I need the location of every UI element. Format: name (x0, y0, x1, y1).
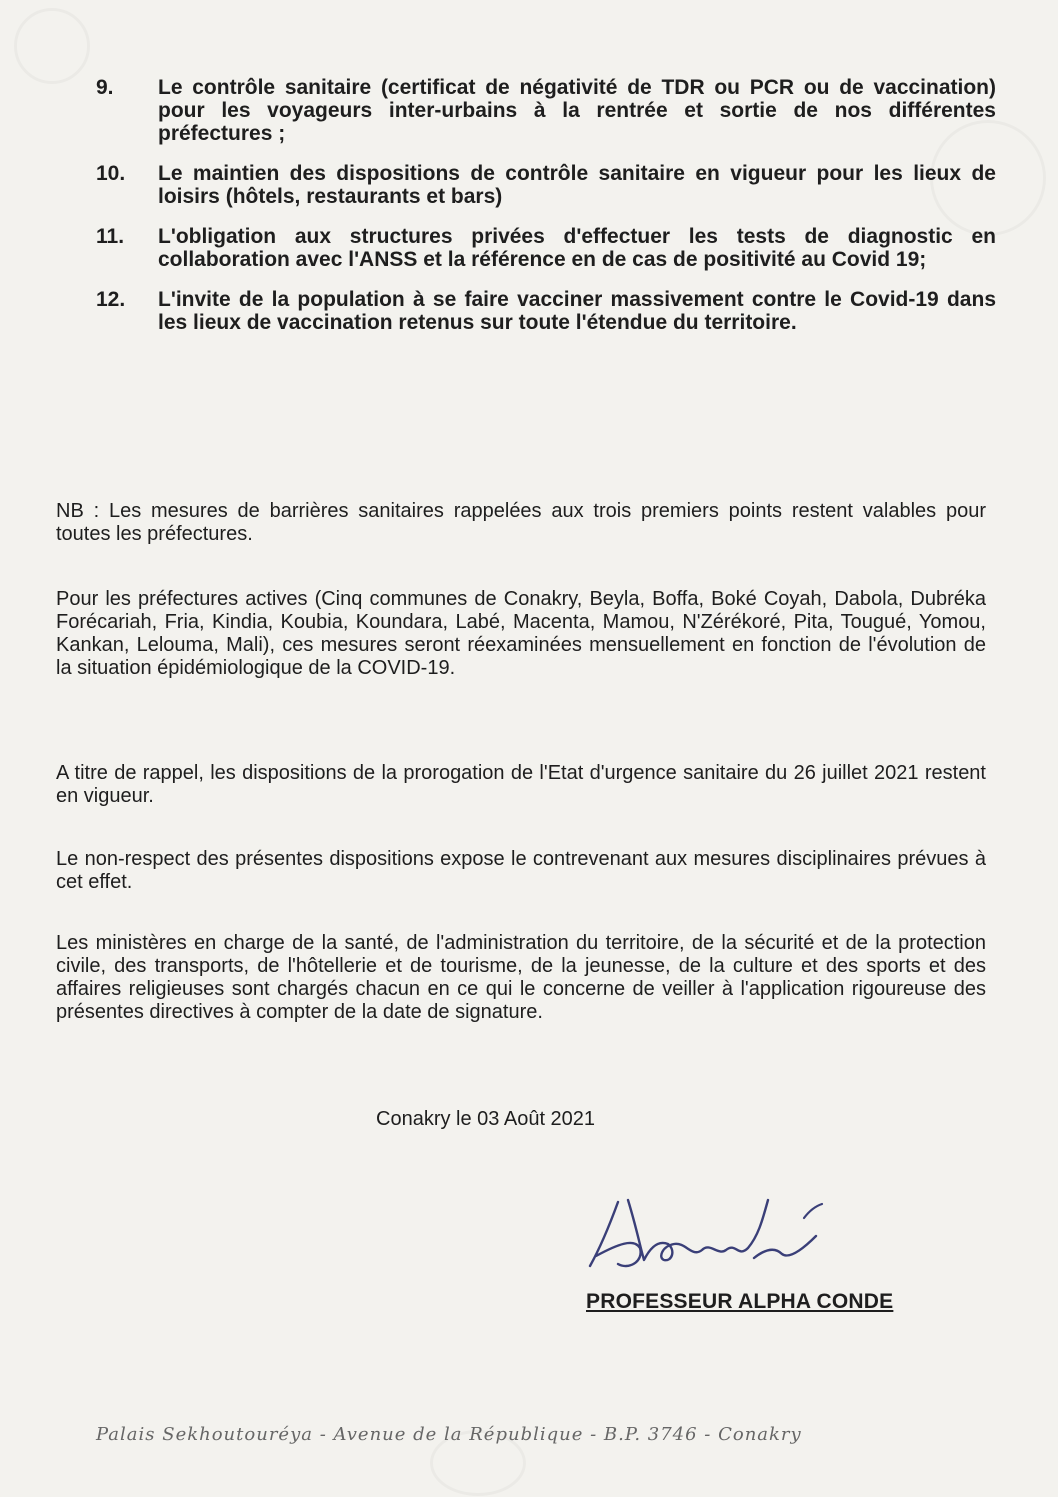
date-line: Conakry le 03 Août 2021 (376, 1108, 596, 1130)
handwritten-signature (578, 1180, 838, 1290)
item-text: L'invite de la population à se faire vacciner massivement contre le Covid-19 dans les lieux de vaccination retenus sur toute l'étendue du territoire. (158, 288, 996, 334)
list-item (96, 76, 996, 145)
item-text: L'obligation aux structures privées d'effectuer les tests de diagnostic en collaboration avec l'ANSS et la référence en de cas de positivité au Covid 19; (158, 225, 996, 271)
list-item (96, 162, 996, 208)
signer-name: PROFESSEUR ALPHA CONDE (586, 1290, 894, 1313)
item-number: 10. (96, 162, 126, 185)
prefectures-paragraph: Pour les préfectures actives (Cinq communes de Conakry, Beyla, Boffa, Boké Coyah, Dabola, Dubréka Forécariah, Fria, Kindia, Koubia, Koundara, Labé, Macenta, Mamou, N'Zérékoré, Pita, Tougué, Yomou, Kankan, Lelouma, Mali), ces mesures seront réexaminées mensuellement en fonction de l'évolution de la situation épidémiologique de la COVID-19. (56, 588, 986, 679)
letterhead-footer: Palais Sekhoutouréya - Avenue de la République - B.P. 3746 - Conakry (96, 1424, 802, 1445)
nb-paragraph: NB : Les mesures de barrières sanitaires rappelées aux trois premiers points restent valables pour toutes les préfectures. (56, 500, 986, 545)
list-item (96, 288, 996, 334)
measures-list (96, 76, 996, 351)
item-number: 12. (96, 288, 126, 311)
item-number: 9. (96, 76, 114, 99)
watermark-seal (14, 8, 90, 84)
rappel-paragraph: A titre de rappel, les dispositions de la prorogation de l'Etat d'urgence sanitaire du 26 juillet 2021 restent en vigueur. (56, 762, 986, 807)
list-item (96, 225, 996, 271)
item-text: Le contrôle sanitaire (certificat de négativité de TDR ou PCR ou de vaccination) pour les voyageurs inter-urbains à la rentrée et sortie de nos différentes préfectures ; (158, 76, 996, 145)
ministeres-paragraph: Les ministères en charge de la santé, de l'administration du territoire, de la sécurité et de la protection civile, des transports, de l'hôtellerie et de tourisme, de la jeunesse, de la culture et des sports et des affaires religieuses sont chargés chacun en ce qui le concerne de veiller à l'application rigoureuse des présentes directives à compter de la date de signature. (56, 932, 986, 1023)
item-text: Le maintien des dispositions de contrôle sanitaire en vigueur pour les lieux de loisirs (hôtels, restaurants et bars) (158, 162, 996, 208)
item-number: 11. (96, 225, 125, 248)
non-respect-paragraph: Le non-respect des présentes dispositions expose le contrevenant aux mesures disciplinaires prévues à cet effet. (56, 848, 986, 893)
